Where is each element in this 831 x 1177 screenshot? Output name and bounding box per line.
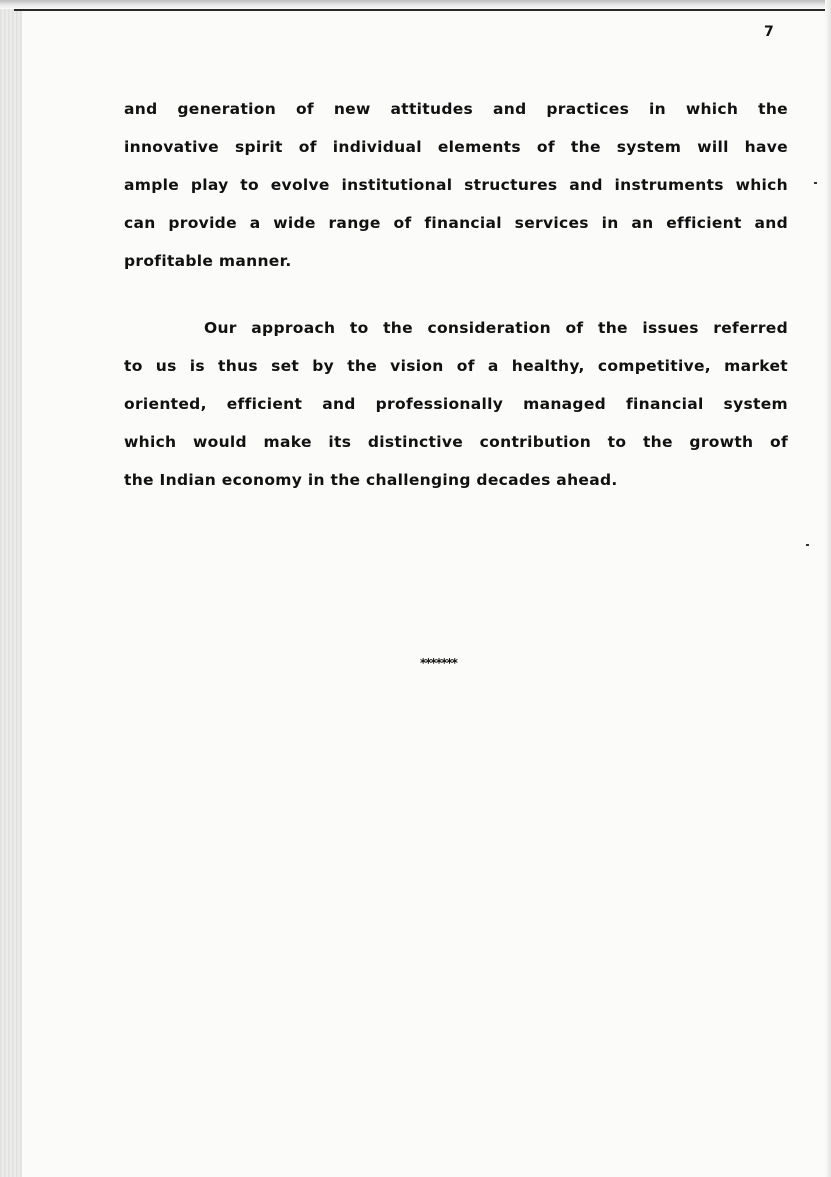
scan-speck bbox=[814, 182, 817, 184]
paragraph-line: oriented, efficient and professionally managed financial system bbox=[124, 395, 788, 413]
section-separator: ******* bbox=[420, 656, 457, 670]
paragraph-line: profitable manner. bbox=[124, 252, 292, 270]
page-number: 7 bbox=[764, 24, 774, 40]
paragraph-line: which would make its distinctive contribution to the growth of bbox=[124, 433, 788, 451]
paragraph-line: and generation of new attitudes and practices in which the bbox=[124, 100, 788, 118]
paragraph-line: innovative spirit of individual elements of the system will have bbox=[124, 138, 788, 156]
paragraph-line: to us is thus set by the vision of a healthy, competitive, market bbox=[124, 357, 788, 375]
paragraph-line: ample play to evolve institutional structures and instruments which bbox=[124, 176, 788, 194]
paragraph-1 bbox=[124, 90, 788, 280]
paragraph-line: the Indian economy in the challenging decades ahead. bbox=[124, 471, 618, 489]
page-top-rule bbox=[14, 9, 826, 11]
scan-speck bbox=[806, 544, 809, 546]
book-binding-edge bbox=[0, 0, 22, 1177]
paragraph-2 bbox=[124, 309, 788, 499]
page-top-edge bbox=[0, 0, 831, 9]
page-right-edge bbox=[825, 0, 831, 1177]
paragraph-line: can provide a wide range of financial services in an efficient and bbox=[124, 214, 788, 232]
paragraph-line: Our approach to the consideration of the issues referred bbox=[204, 319, 788, 337]
